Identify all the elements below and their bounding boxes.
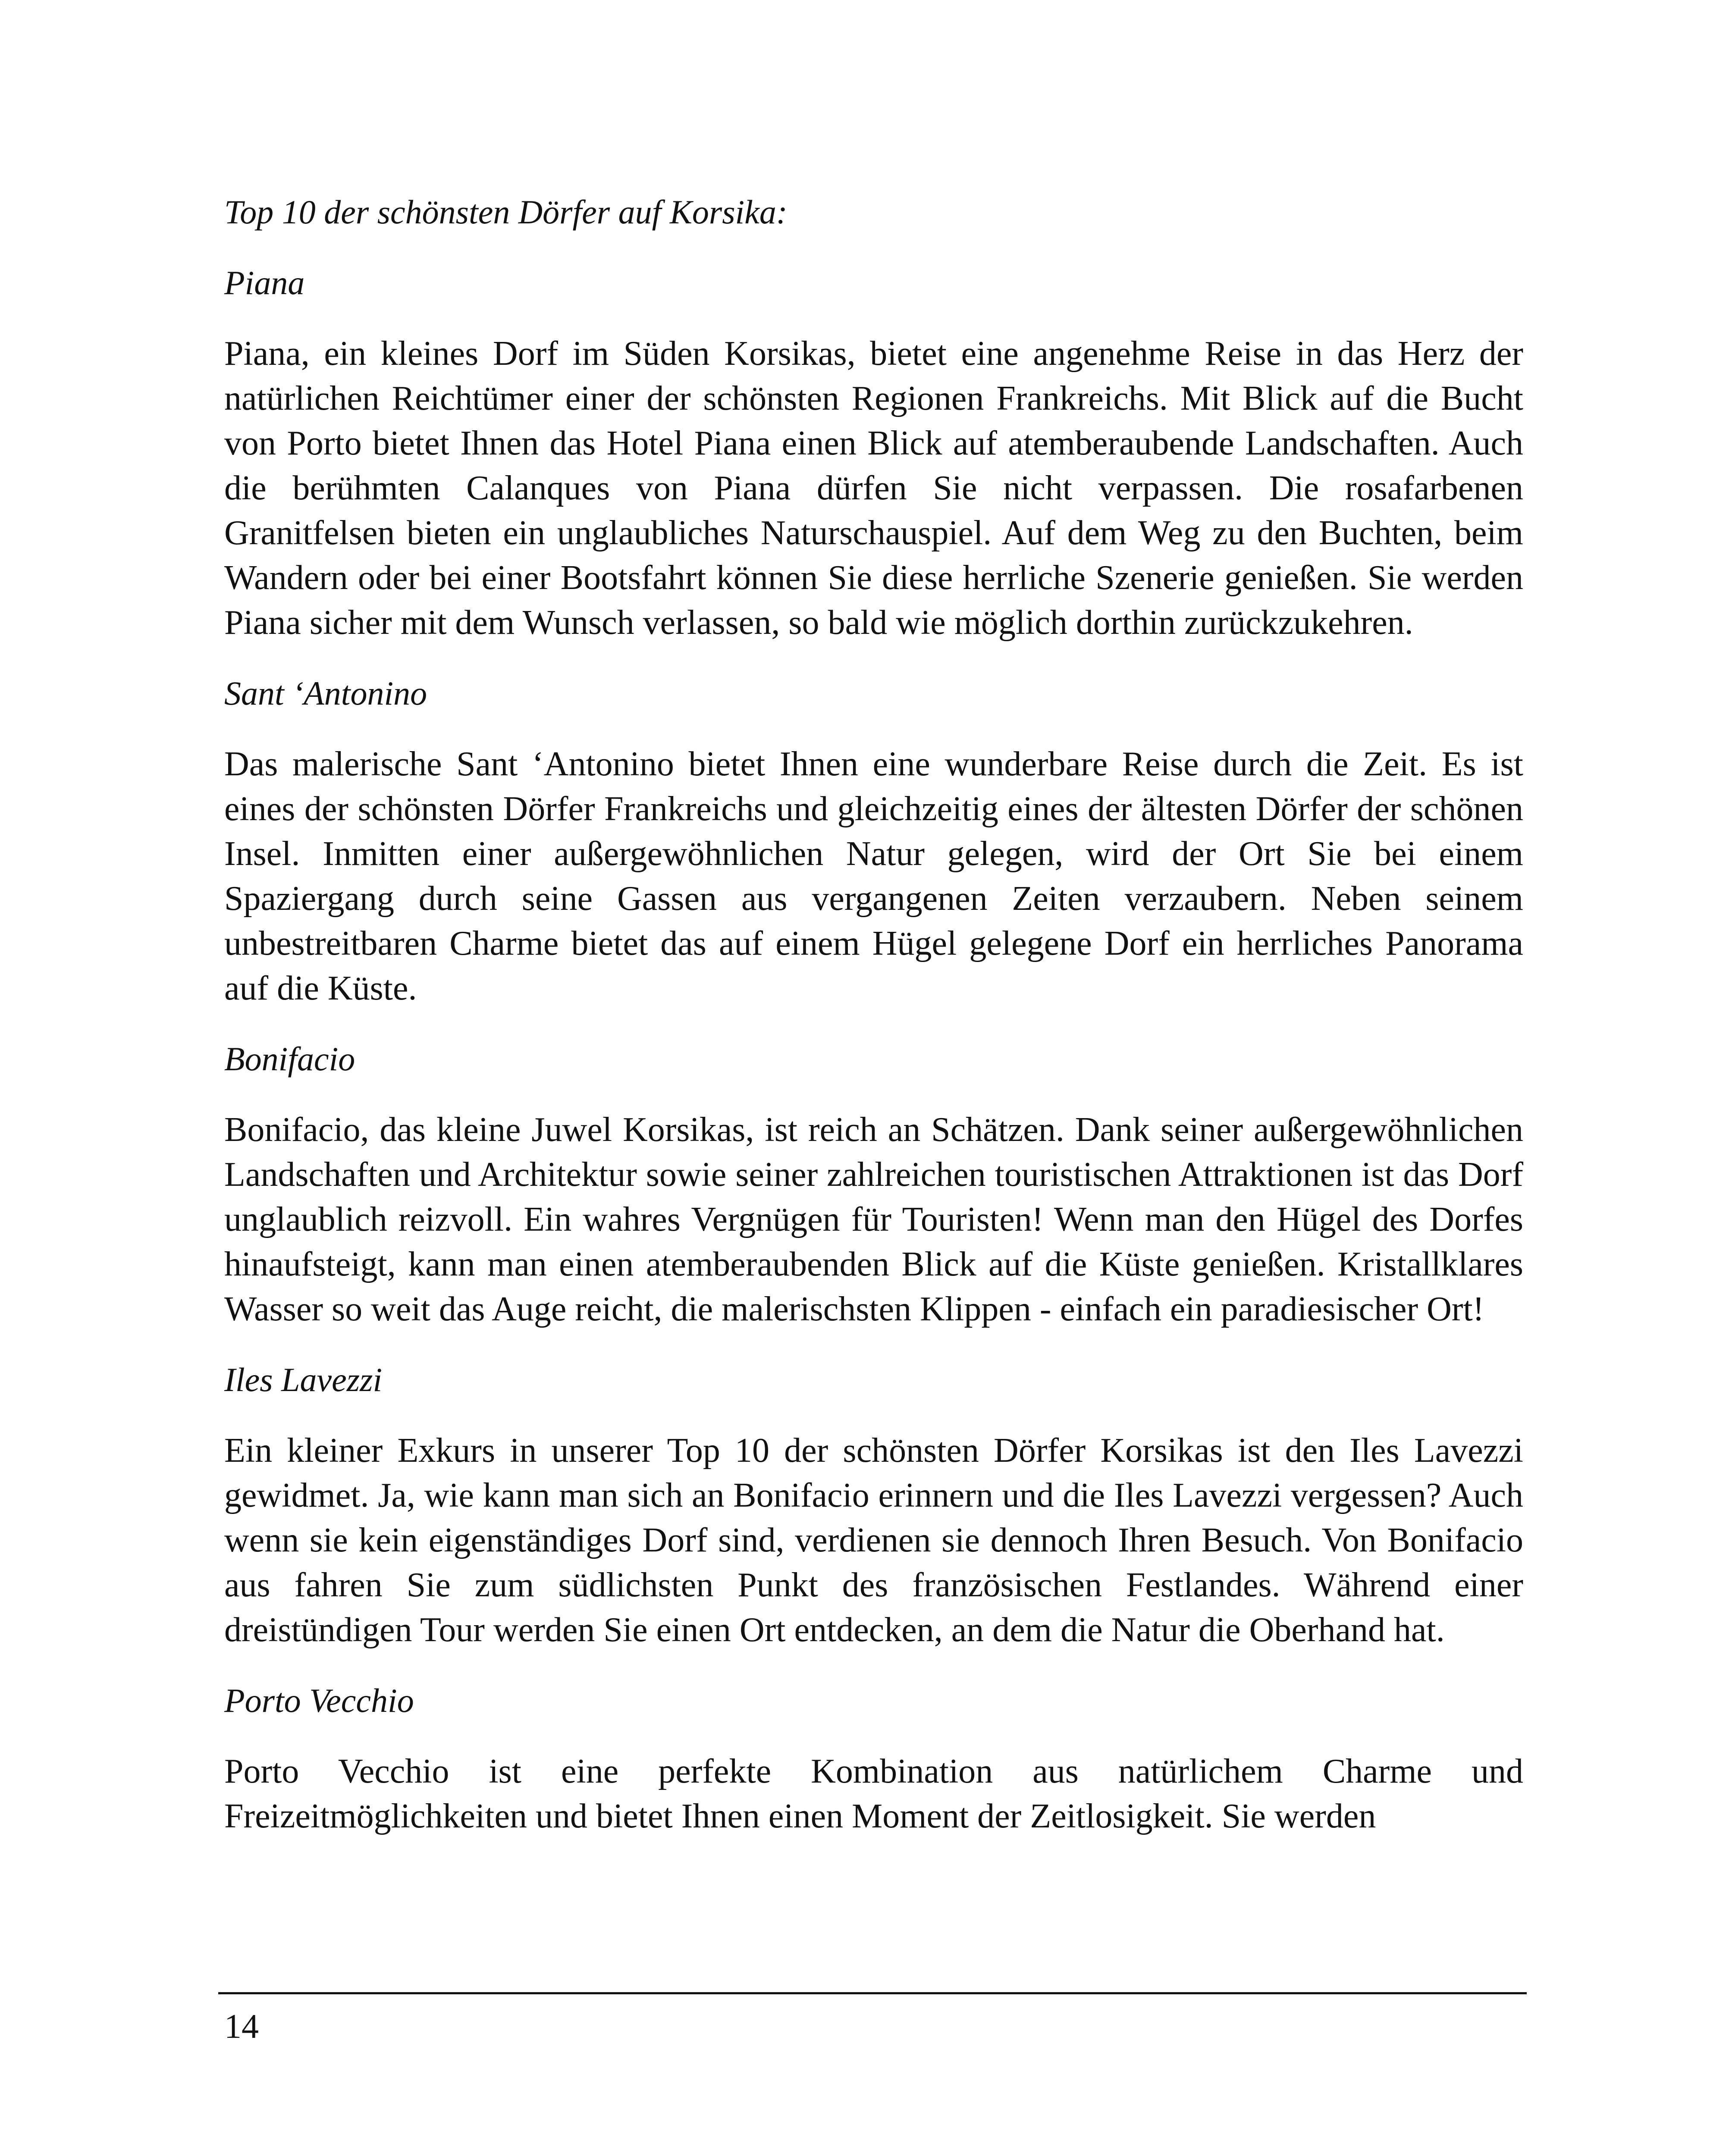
footer-divider [218, 1992, 1527, 1994]
section-text-iles-lavezzi: Ein kleiner Exkurs in unserer Top 10 der schönsten Dörfer Korsikas ist den Iles Lavezzi gewidmet. Ja, wie kann man sich an Bonifacio erinnern und die Iles Lavezzi vergessen? Auch wenn sie kein eigenständiges Dorf sind, verdienen sie dennoch Ihren Besuch. Von Bonifacio aus fahren Sie zum südlichsten Punkt des französischen Festlandes. Während einer dreistündigen Tour werden Sie einen Ort entdecken, an dem die Natur die Oberhand hat. [224, 1432, 1523, 1649]
document-title: Top 10 der schönsten Dörfer auf Korsika: [224, 193, 788, 231]
section-heading-bonifacio: Bonifacio [224, 1040, 355, 1078]
section-heading-porto-vecchio: Porto Vecchio [224, 1682, 414, 1719]
page-content [224, 190, 1523, 1865]
section-heading-piana: Piana [224, 264, 305, 301]
page-number: 14 [224, 2008, 259, 2046]
section-heading-iles-lavezzi: Iles Lavezzi [224, 1361, 383, 1398]
section-text-bonifacio: Bonifacio, das kleine Juwel Korsikas, ist reich an Schätzen. Dank seiner außergewöhnlichen Landschaften und Architektur sowie seiner zahlreichen touristischen Attraktionen ist das Dorf unglaublich reizvoll. Ein wahres Vergnügen für Touristen! Wenn man den Hügel des Dorfes hinaufsteigt, kann man einen atemberaubenden Blick auf die Küste genießen. Kristallklares Wasser so weit das Auge reicht, die malerischsten Klippen - einfach ein paradiesischer Ort! [224, 1111, 1523, 1328]
section-text-piana: Piana, ein kleines Dorf im Süden Korsikas, bietet eine angenehme Reise in das Herz der natürlichen Reichtümer einer der schönsten Regionen Frankreichs. Mit Blick auf die Bucht von Porto bietet Ihnen das Hotel Piana einen Blick auf atemberaubende Landschaften. Auch die berühmten Calanques von Piana dürfen Sie nicht verpassen. Die rosafarbenen Granitfelsen bieten ein unglaubliches Naturschauspiel. Auf dem Weg zu den Buchten, beim Wandern oder bei einer Bootsfahrt können Sie diese herrliche Szenerie genießen. Sie werden Piana sicher mit dem Wunsch verlassen, so bald wie möglich dorthin zurückzukehren. [224, 335, 1523, 642]
section-text-sant-antonino: Das malerische Sant ‘Antonino bietet Ihnen eine wunderbare Reise durch die Zeit. Es ist eines der schönsten Dörfer Frankreichs und gleichzeitig eines der ältesten Dörfer der schönen Insel. Inmitten einer außergewöhnlichen Natur gelegen, wird der Ort Sie bei einem Spaziergang durch seine Gassen aus vergangenen Zeiten verzaubern. Neben seinem unbestreitbaren Charme bietet das auf einem Hügel gelegene Dorf ein herrliches Panorama auf die Küste. [224, 745, 1523, 1007]
section-text-porto-vecchio: Porto Vecchio ist eine perfekte Kombination aus natürlichem Charme und Freizeitmöglichkeiten und bietet Ihnen einen Moment der Zeitlosigkeit. Sie werden [224, 1752, 1523, 1835]
section-heading-sant-antonino: Sant ‘Antonino [224, 674, 427, 712]
